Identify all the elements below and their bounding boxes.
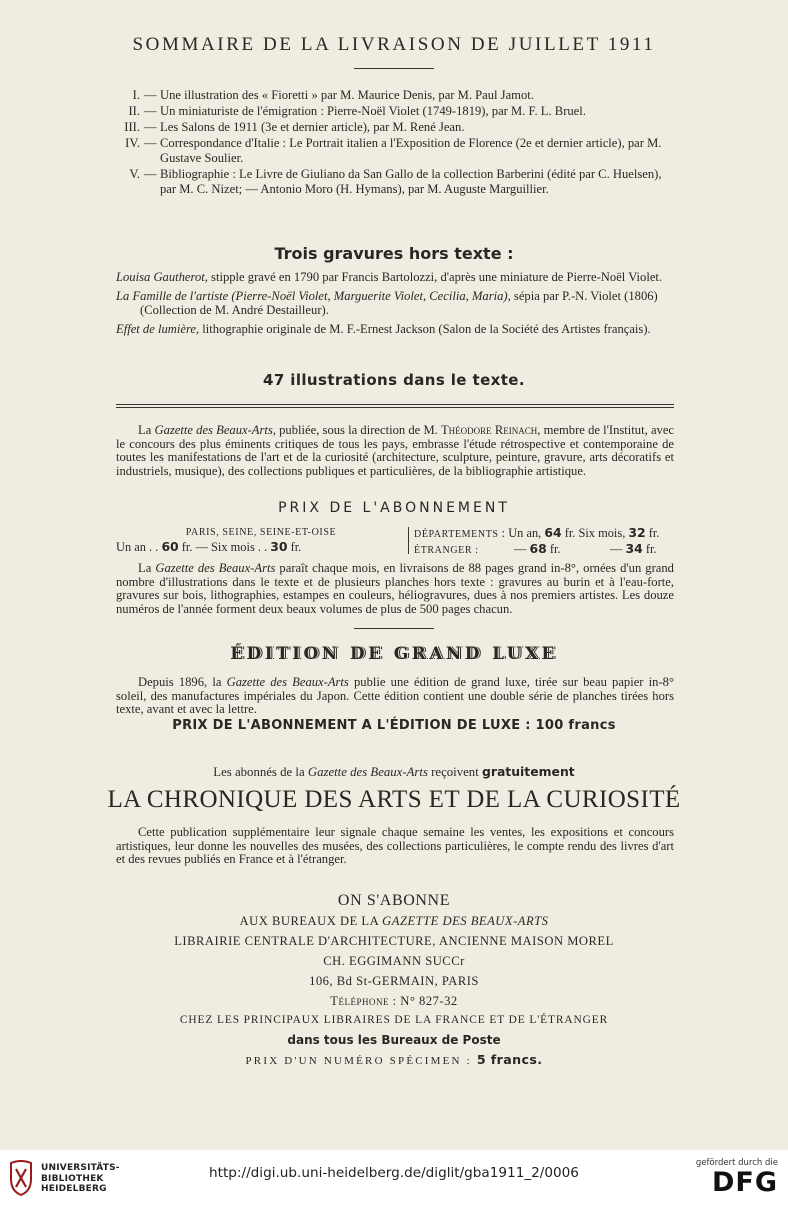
heading-rule <box>354 68 434 69</box>
illustrations-count: 47 illustrations dans le texte. <box>263 371 525 389</box>
toc-item: I. — Une illustration des « Fioretti » par M. Maurice Denis, par M. Paul Jamot. <box>118 88 674 103</box>
publication-description: La Gazette des Beaux-Arts paraît chaque mois, en livraisons de 88 pages grand in-8°, ornées d'un grand nombre d'illustrations dans le texte et de plusieurs planches hors texte : gravures au burin et à l'eau-forte, gravures sur bois, lithographies, estampes en couleurs, héliogravures, dues à nos premiers artistes. Les douze numéros de l'année forment deux beaux volumes de plus de 500 pages chacun. <box>116 561 674 616</box>
address-line-1: AUX BUREAUX DE LA GAZETTE DES BEAUX-ARTS <box>239 914 549 928</box>
paris-prices: PARIS, SEINE, SEINE-ET-OISE Un an . . 60 fr. — Six mois . . 30 fr. <box>116 527 337 554</box>
address-line-2: LIBRAIRIE CENTRALE D'ARCHITECTURE, ANCIENNE MAISON MOREL <box>174 934 614 948</box>
toc-item: III. — Les Salons de 1911 (3e et dernier article), par M. René Jean. <box>118 120 674 135</box>
toc-item-number: IV. <box>125 136 140 150</box>
luxe-price: PRIX DE L'ABONNEMENT A L'ÉDITION DE LUXE : 100 francs <box>172 718 616 733</box>
page-heading: SOMMAIRE DE LA LIVRAISON DE JUILLET 1911 <box>132 34 656 55</box>
gravures-title: Trois gravures hors texte : <box>274 244 514 263</box>
price-separator <box>408 527 409 554</box>
gravures-list <box>116 270 674 341</box>
address-line-4: 106, Bd St-GERMAIN, PARIS <box>309 974 479 988</box>
toc-item: IV. — Correspondance d'Italie : Le Portrait italien a l'Exposition de Florence (2e et dernier article), par M. Gustave Soulier. <box>118 136 674 166</box>
luxe-edition-title: ÉDITION DE GRAND LUXE <box>230 644 558 664</box>
chronique-description: Cette publication supplémentaire leur signale chaque semaine les ventes, les expositions et concours artistiques, leur donne les nouvelles des musées, des collections particulières, le compte rendu des livres d'art et des revues publiés en France et à l'étranger. <box>116 825 674 867</box>
toc-item-text: Les Salons de 1911 (3e et dernier article), par M. René Jean. <box>160 120 465 134</box>
engraving-entry: Louisa Gautherot, stipple gravé en 1790 par Francis Bartolozzi, d'après une miniature de Pierre-Noël Violet. <box>116 270 663 284</box>
digitization-footer <box>0 1150 788 1207</box>
section-rule <box>354 628 434 629</box>
dept-prices: DÉPARTEMENTS : Un an, 64 fr. Six mois, 32 fr. ÉTRANGER : — 68 fr. — 34 fr. <box>414 525 660 556</box>
address-line-3: CH. EGGIMANN SUCCr <box>323 954 465 968</box>
specimen-price: PRIX D'UN NUMÉRO SPÉCIMEN : 5 francs. <box>245 1052 543 1067</box>
toc-item-text: Bibliographie : Le Livre de Giuliano da San Gallo de la collection Barberini (édité par C. Huelsen), par M. C. Nizet; — Antonio Moro (H. Hymans), par M. Auguste Marguillier. <box>160 167 662 196</box>
divider-top <box>116 404 674 405</box>
toc-item-number: II. <box>128 104 140 118</box>
table-of-contents <box>118 88 674 198</box>
toc-item-text: Une illustration des « Fioretti » par M. Maurice Denis, par M. Paul Jamot. <box>160 88 534 102</box>
subscription-price-title: PRIX DE L'ABONNEMENT <box>278 500 510 516</box>
toc-item-text: Correspondance d'Italie : Le Portrait italien a l'Exposition de Florence (2e et dernier article), par M. Gustave Soulier. <box>160 136 662 165</box>
toc-item: II. — Un miniaturiste de l'émigration : Pierre-Noël Violet (1749-1819), par M. F. L. Bruel. <box>118 104 674 119</box>
toc-item: V. — Bibliographie : Le Livre de Giuliano da San Gallo de la collection Barberini (édité par C. Huelsen), par M. C. Nizet; — Antonio Moro (H. Hymans), par M. Auguste Marguillier. <box>118 167 674 197</box>
divider-bottom <box>116 407 674 408</box>
toc-item-number: III. <box>124 120 140 134</box>
chronique-title: LA CHRONIQUE DES ARTS ET DE LA CURIOSITÉ <box>107 786 681 813</box>
address-line-6: CHEZ LES PRINCIPAUX LIBRAIRES DE LA FRANCE ET DE L'ÉTRANGER <box>179 1014 609 1026</box>
luxe-description: Depuis 1896, la Gazette des Beaux-Arts publie une édition de grand luxe, tirée sur beau papier in-8° soleil, des manufactures impériales du Japon. Cette édition contient une double série de planches tirées hors texte, avant et avec la lettre. <box>116 675 674 717</box>
engraving-entry: La Famille de l'artiste (Pierre-Noël Violet, Marguerite Violet, Cecilia, Maria), sépia par P.-N. Violet (1806) (Collection de M. André Destailleur). <box>116 289 658 317</box>
toc-item-number: I. <box>132 88 140 102</box>
post-office-line: dans tous les Bureaux de Poste <box>287 1033 501 1047</box>
telephone-line: Téléphone : N° 827-32 <box>330 994 458 1008</box>
university-library-logo[interactable]: UNIVERSITÄTS- BIBLIOTHEK HEIDELBERG <box>8 1159 118 1199</box>
gazette-description: La Gazette des Beaux-Arts, publiée, sous la direction de M. Théodore Reinach, membre de l'Institut, avec le concours des plus éminents critiques de tous les pays, embrasse l'étude rétrospective et contemporaine de toutes les manifestations de l'art et de la curiosité (architecture, sculpture, peinture, gravure, arts décoratifs et industriels, musique), des collections publiques et particulières, de la bibliographie artistique. <box>116 423 675 478</box>
dfg-logo[interactable]: gefördert durch die DFG <box>695 1158 778 1198</box>
engraving-entry: Effet de lumière, lithographie originale de M. F.-Ernest Jackson (Salon de la Société des Artistes français). <box>116 322 651 336</box>
source-url-link[interactable]: http://digi.ub.uni-heidelberg.de/diglit/gba1911_2/0006 <box>209 1165 579 1181</box>
subscribe-title: ON S'ABONNE <box>337 892 451 909</box>
toc-item-text: Un miniaturiste de l'émigration : Pierre-Noël Violet (1749-1819), par M. F. L. Bruel. <box>160 104 586 118</box>
toc-item-number: V. <box>129 167 140 181</box>
subscribers-line: Les abonnés de la Gazette des Beaux-Arts reçoivent gratuitement <box>213 764 575 779</box>
